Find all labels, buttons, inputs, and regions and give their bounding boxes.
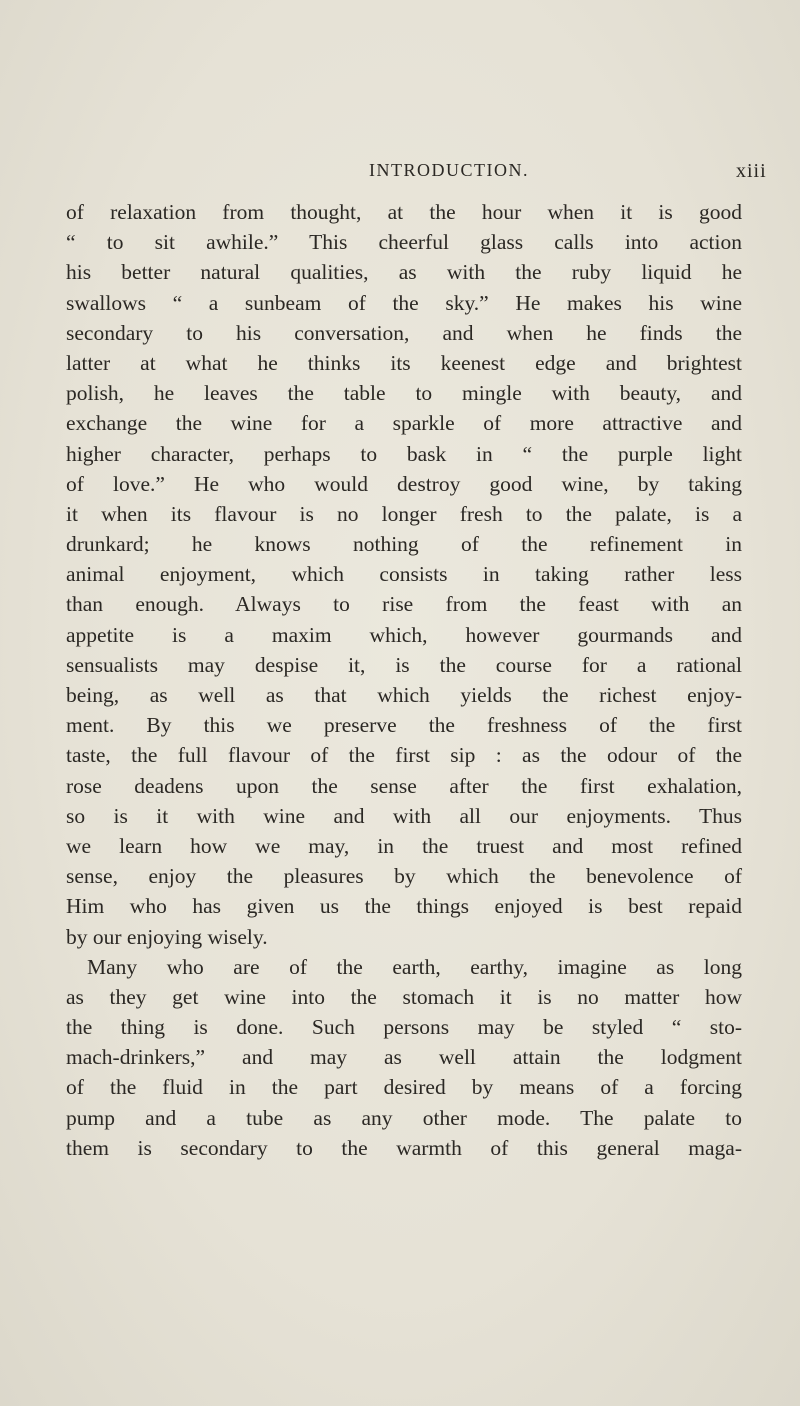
text-line: Him who has given us the things enjoyed is best repaid — [66, 894, 742, 919]
text-line: as they get wine into the stomach it is no matter how — [66, 984, 742, 1009]
running-title: INTRODUCTION. — [369, 160, 529, 180]
text-line: ment. By this we preserve the freshness of the first — [66, 713, 742, 738]
text-line: drunkard; he knows nothing of the refinement in — [66, 532, 742, 557]
text-line: animal enjoyment, which consists in taking rather less — [66, 562, 742, 587]
text-line: secondary to his conversation, and when he finds the — [66, 320, 742, 345]
text-line: of relaxation from thought, at the hour when it is good — [66, 200, 742, 224]
text-line: sensualists may despise it, is the course for a rational — [66, 652, 742, 677]
text-line: pump and a tube as any other mode. The palate to — [66, 1105, 742, 1130]
text-line: appetite is a maxim which, however gourmands and — [66, 622, 742, 647]
text-line: we learn how we may, in the truest and most refined — [66, 833, 742, 858]
text-line: than enough. Always to rise from the feast with an — [66, 592, 742, 617]
text-line: rose deadens upon the sense after the first exhalation, — [66, 773, 742, 798]
text-line: exchange the wine for a sparkle of more attractive and — [66, 411, 742, 436]
paragraph-start-line: Many who are of the earth, earthy, imagine as long — [87, 954, 742, 979]
text-line: his better natural qualities, as with the ruby liquid he — [66, 260, 742, 285]
paragraph-end-line: by our enjoying wisely. — [66, 924, 268, 949]
text-line: taste, the full flavour of the first sip : as the odour of the — [66, 743, 742, 768]
text-line: swallows “ a sunbeam of the sky.” He makes his wine — [66, 290, 742, 315]
text-line: higher character, perhaps to bask in “ the purple light — [66, 441, 742, 466]
text-line: sense, enjoy the pleasures by which the benevolence of — [66, 864, 742, 889]
text-line: of love.” He who would destroy good wine, by taking — [66, 471, 742, 496]
text-line: being, as well as that which yields the richest enjoy- — [66, 683, 742, 707]
text-line: it when its flavour is no longer fresh to the palate, is a — [66, 501, 742, 526]
text-line: polish, he leaves the table to mingle with beauty, and — [66, 381, 742, 406]
page-number: xiii — [736, 160, 767, 182]
body-text — [66, 197, 742, 1163]
text-line: of the fluid in the part desired by means of a forcing — [66, 1075, 742, 1100]
page-header — [0, 160, 800, 184]
text-line: so is it with wine and with all our enjoyments. Thus — [66, 803, 742, 828]
text-line: mach-drinkers,” and may as well attain the lodgment — [66, 1045, 742, 1070]
text-line: “ to sit awhile.” This cheerful glass calls into action — [66, 230, 742, 255]
text-line: latter at what he thinks its keenest edge and brightest — [66, 350, 742, 375]
text-line: the thing is done. Such persons may be styled “ sto- — [66, 1015, 742, 1040]
text-line: them is secondary to the warmth of this general maga- — [66, 1135, 742, 1160]
